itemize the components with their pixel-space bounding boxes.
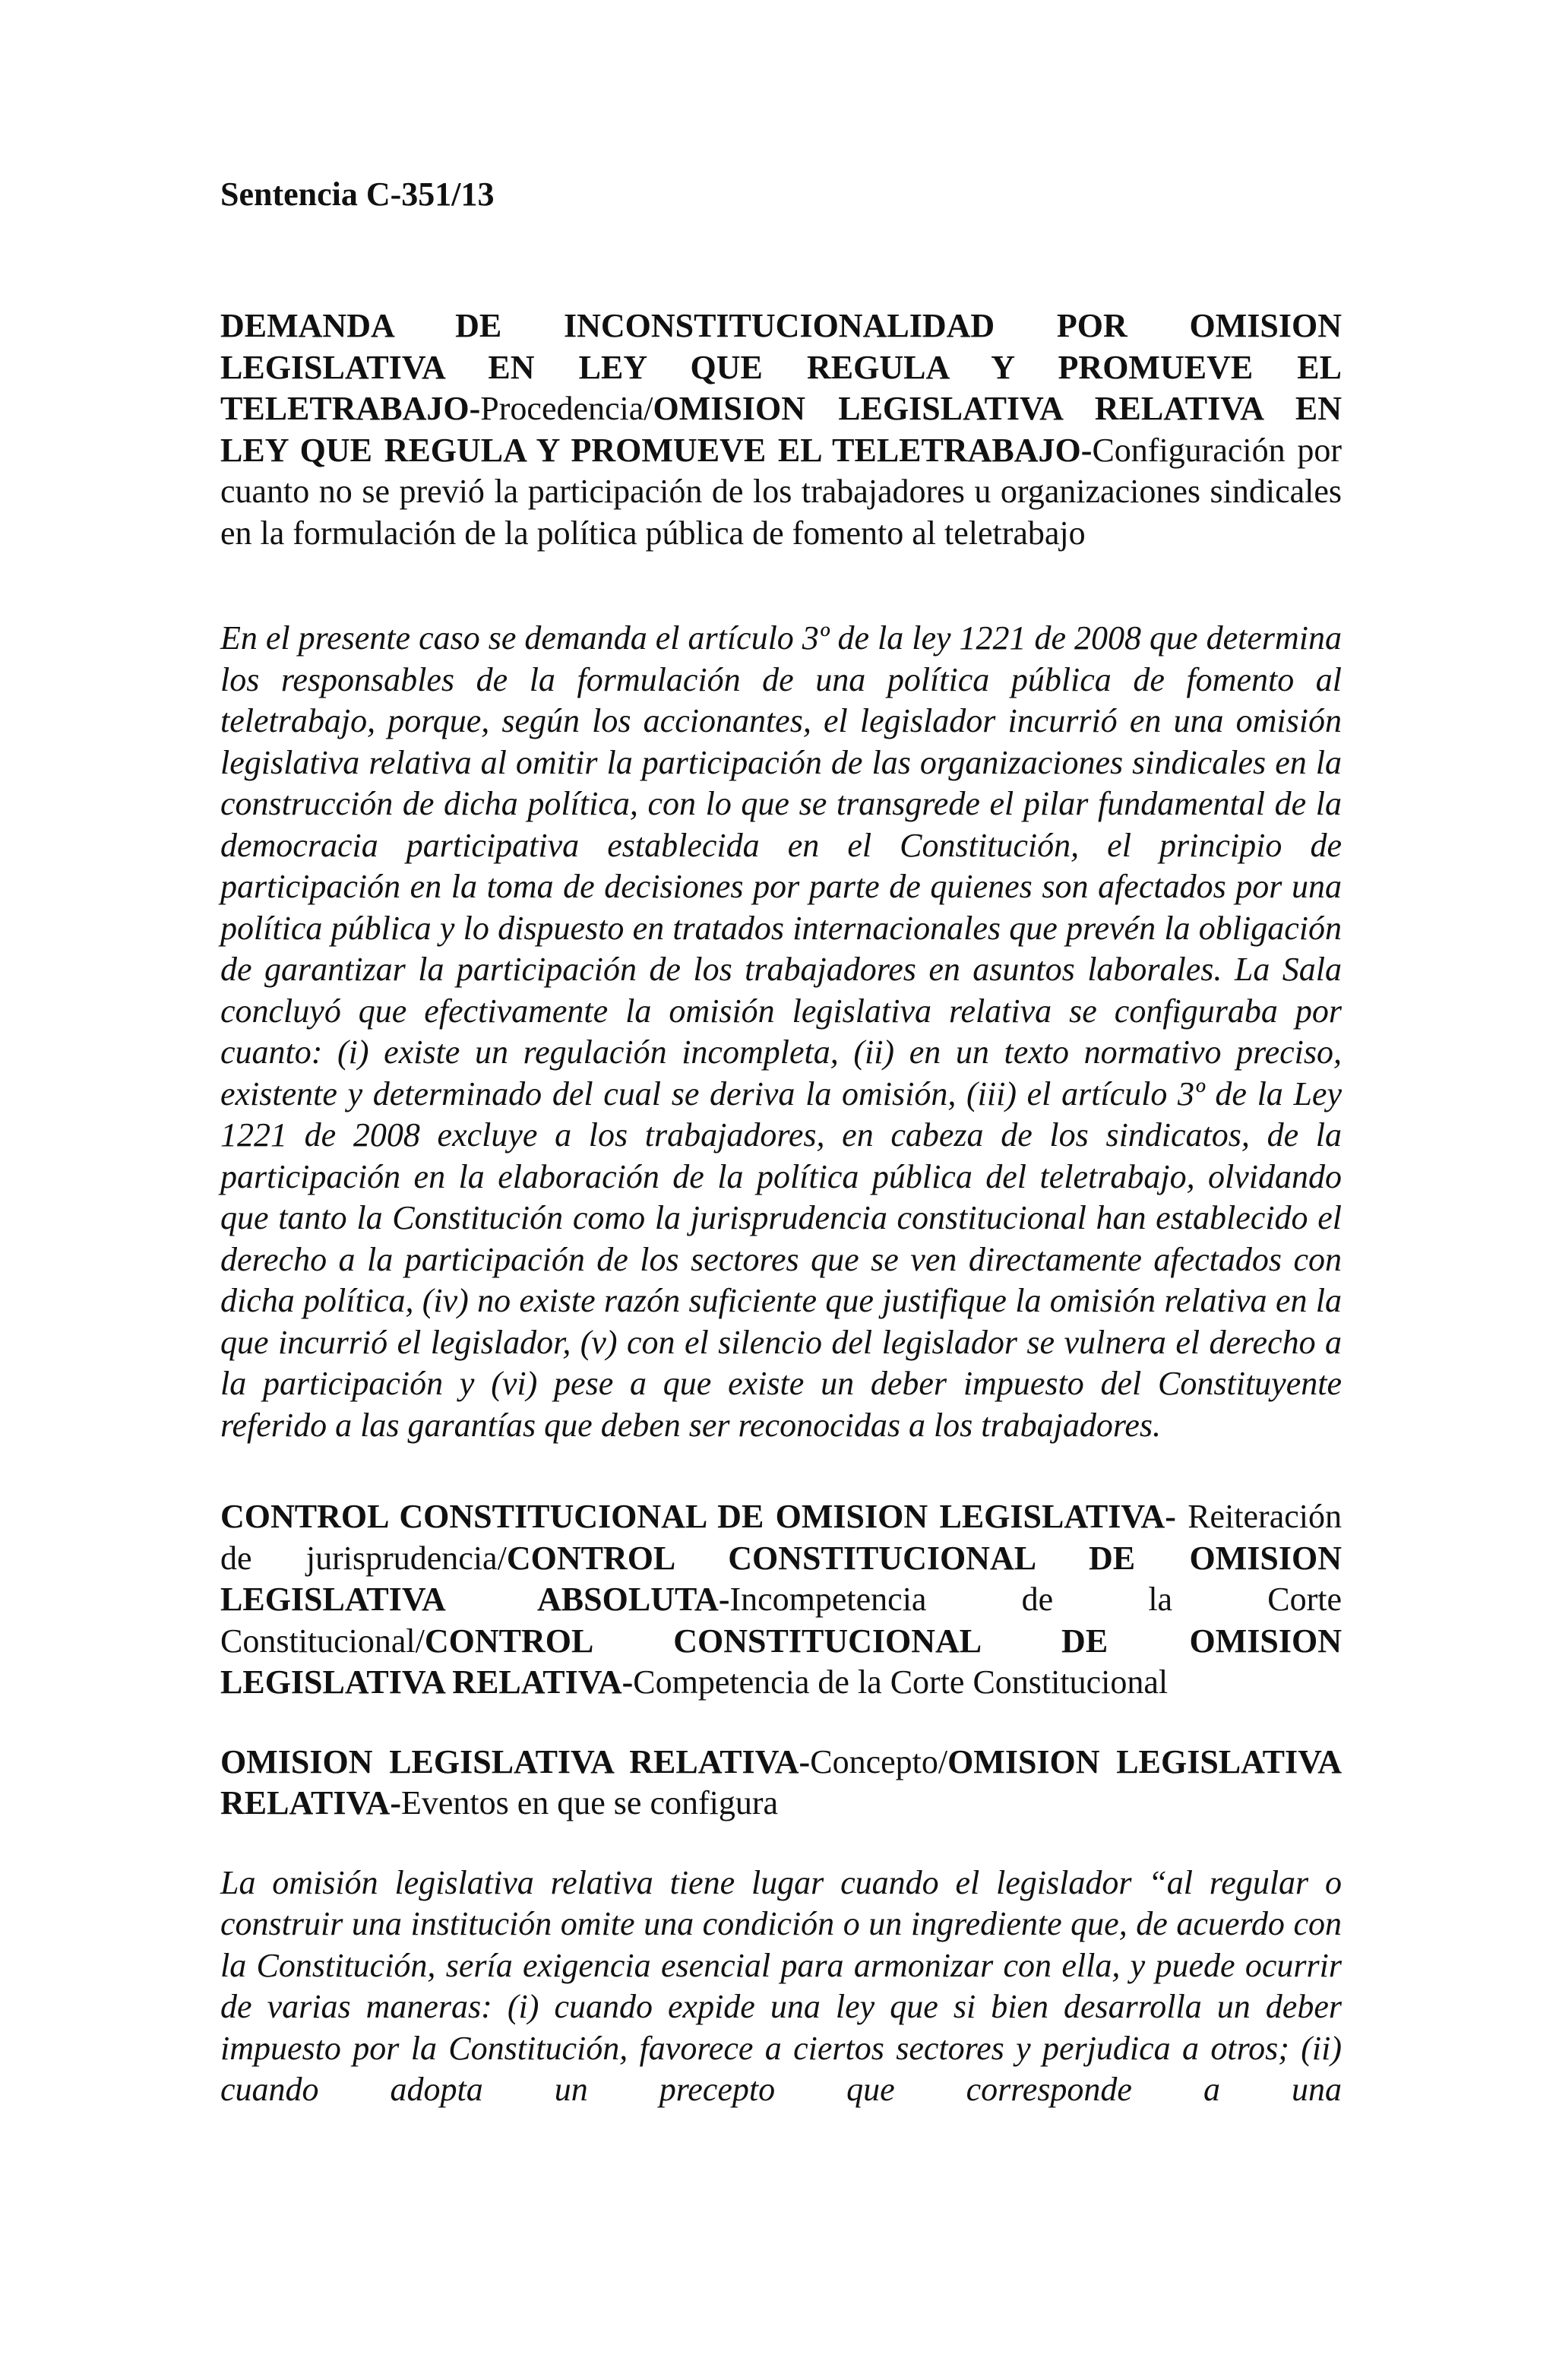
heading-bold-text: OMISION LEGISLATIVA RELATIVA- (220, 1742, 811, 1780)
heading-bold-text: OMISION LEGISLATIVA RELATIVA EN LEY QUE REGULA Y PROMUEVE EL TELETRABAJO- (220, 390, 1342, 469)
heading-plain-text: Reiteración de jurisprudencia/ (220, 1498, 1342, 1577)
heading-plain-text: Incompetencia de la Corte Constitucional/ (220, 1581, 1342, 1660)
heading-omision-relativa (220, 1742, 1342, 1825)
heading-bold-text: CONTROL CONSTITUCIONAL DE OMISION LEGISLATIVA- (220, 1498, 1176, 1535)
document-body (220, 173, 1342, 2111)
heading-bold-text: CONTROL CONSTITUCIONAL DE OMISION LEGISLATIVA ABSOLUTA- (220, 1539, 1342, 1618)
heading-bold-text: CONTROL CONSTITUCIONAL DE OMISION LEGISLATIVA RELATIVA- (220, 1622, 1342, 1701)
heading-plain-text: Eventos en que se configura (400, 1784, 779, 1821)
heading-control-constitucional (220, 1496, 1342, 1704)
heading-demanda (220, 305, 1342, 554)
heading-bold-text: OMISION LEGISLATIVA RELATIVA- (220, 1742, 1342, 1821)
heading-plain-text: Procedencia/ (480, 390, 653, 427)
heading-plain-text: Concepto/ (810, 1742, 948, 1780)
summary-paragraph: En el presente caso se demanda el artículo 3º de la ley 1221 de 2008 que determina los responsables de la formulación de una política pública de fomento al teletrabajo, porque, según los accionantes, el legislador incurrió en una omisión legislativa relativa al omitir la participación de las organizaciones sindicales en la construcción de dicha política, con lo que se transgrede el pilar fundamental de la democracia participativa establecida en el Constitución, el principio de participación en la toma de decisiones por parte de quienes son afectados por una política pública y lo dispuesto en tratados internacionales que prevén la obligación de garantizar la participación de los trabajadores en asuntos laborales. La Sala concluyó que efectivamente la omisión legislativa relativa se configuraba por cuanto: (i) existe un regulación incompleta, (ii) en un texto normativo preciso, existente y determinado del cual se deriva la omisión, (iii) el artículo 3º de la Ley 1221 de 2008 excluye a los trabajadores, en cabeza de los sindicatos, de la participación en la elaboración de la política pública del teletrabajo, olvidando que tanto la Constitución como la jurisprudencia constitucional han establecido el derecho a la participación de los sectores que se ven directamente afectados con dicha política, (iv) no existe razón suficiente que justifique la omisión relativa en la que incurrió el legislador, (v) con el silencio del legislador se vulnera el derecho a la participación y (vi) pese a que existe un deber impuesto del Constituyente referido a las garantías que deben ser reconocidas a los trabajadores. (220, 619, 1342, 1444)
heading-bold-text: DEMANDA DE INCONSTITUCIONALIDAD POR OMISION LEGISLATIVA EN LEY QUE REGULA Y PROMUEVE EL TELETRABAJO- (220, 307, 1342, 427)
heading-plain-text: Competencia de la Corte Constitucional (633, 1663, 1169, 1701)
definition-paragraph: La omisión legislativa relativa tiene lugar cuando el legislador “al regular o construir una institución omite una condición o un ingrediente que, de acuerdo con la Constitución, sería exigencia esencial para armonizar con ella, y puede ocurrir de varias maneras: (i) cuando expide una ley que si bien desarrolla un deber impuesto por la Constitución, favorece a ciertos sectores y perjudica a otros; (ii) cuando adopta un precepto que corresponde a una (220, 1863, 1342, 2108)
heading-plain-text: Configuración por cuanto no se previó la participación de los trabajadores u organizaciones sindicales en la formulación de la política pública de fomento al teletrabajo (220, 431, 1342, 552)
document-title: Sentencia C-351/13 (220, 176, 495, 213)
